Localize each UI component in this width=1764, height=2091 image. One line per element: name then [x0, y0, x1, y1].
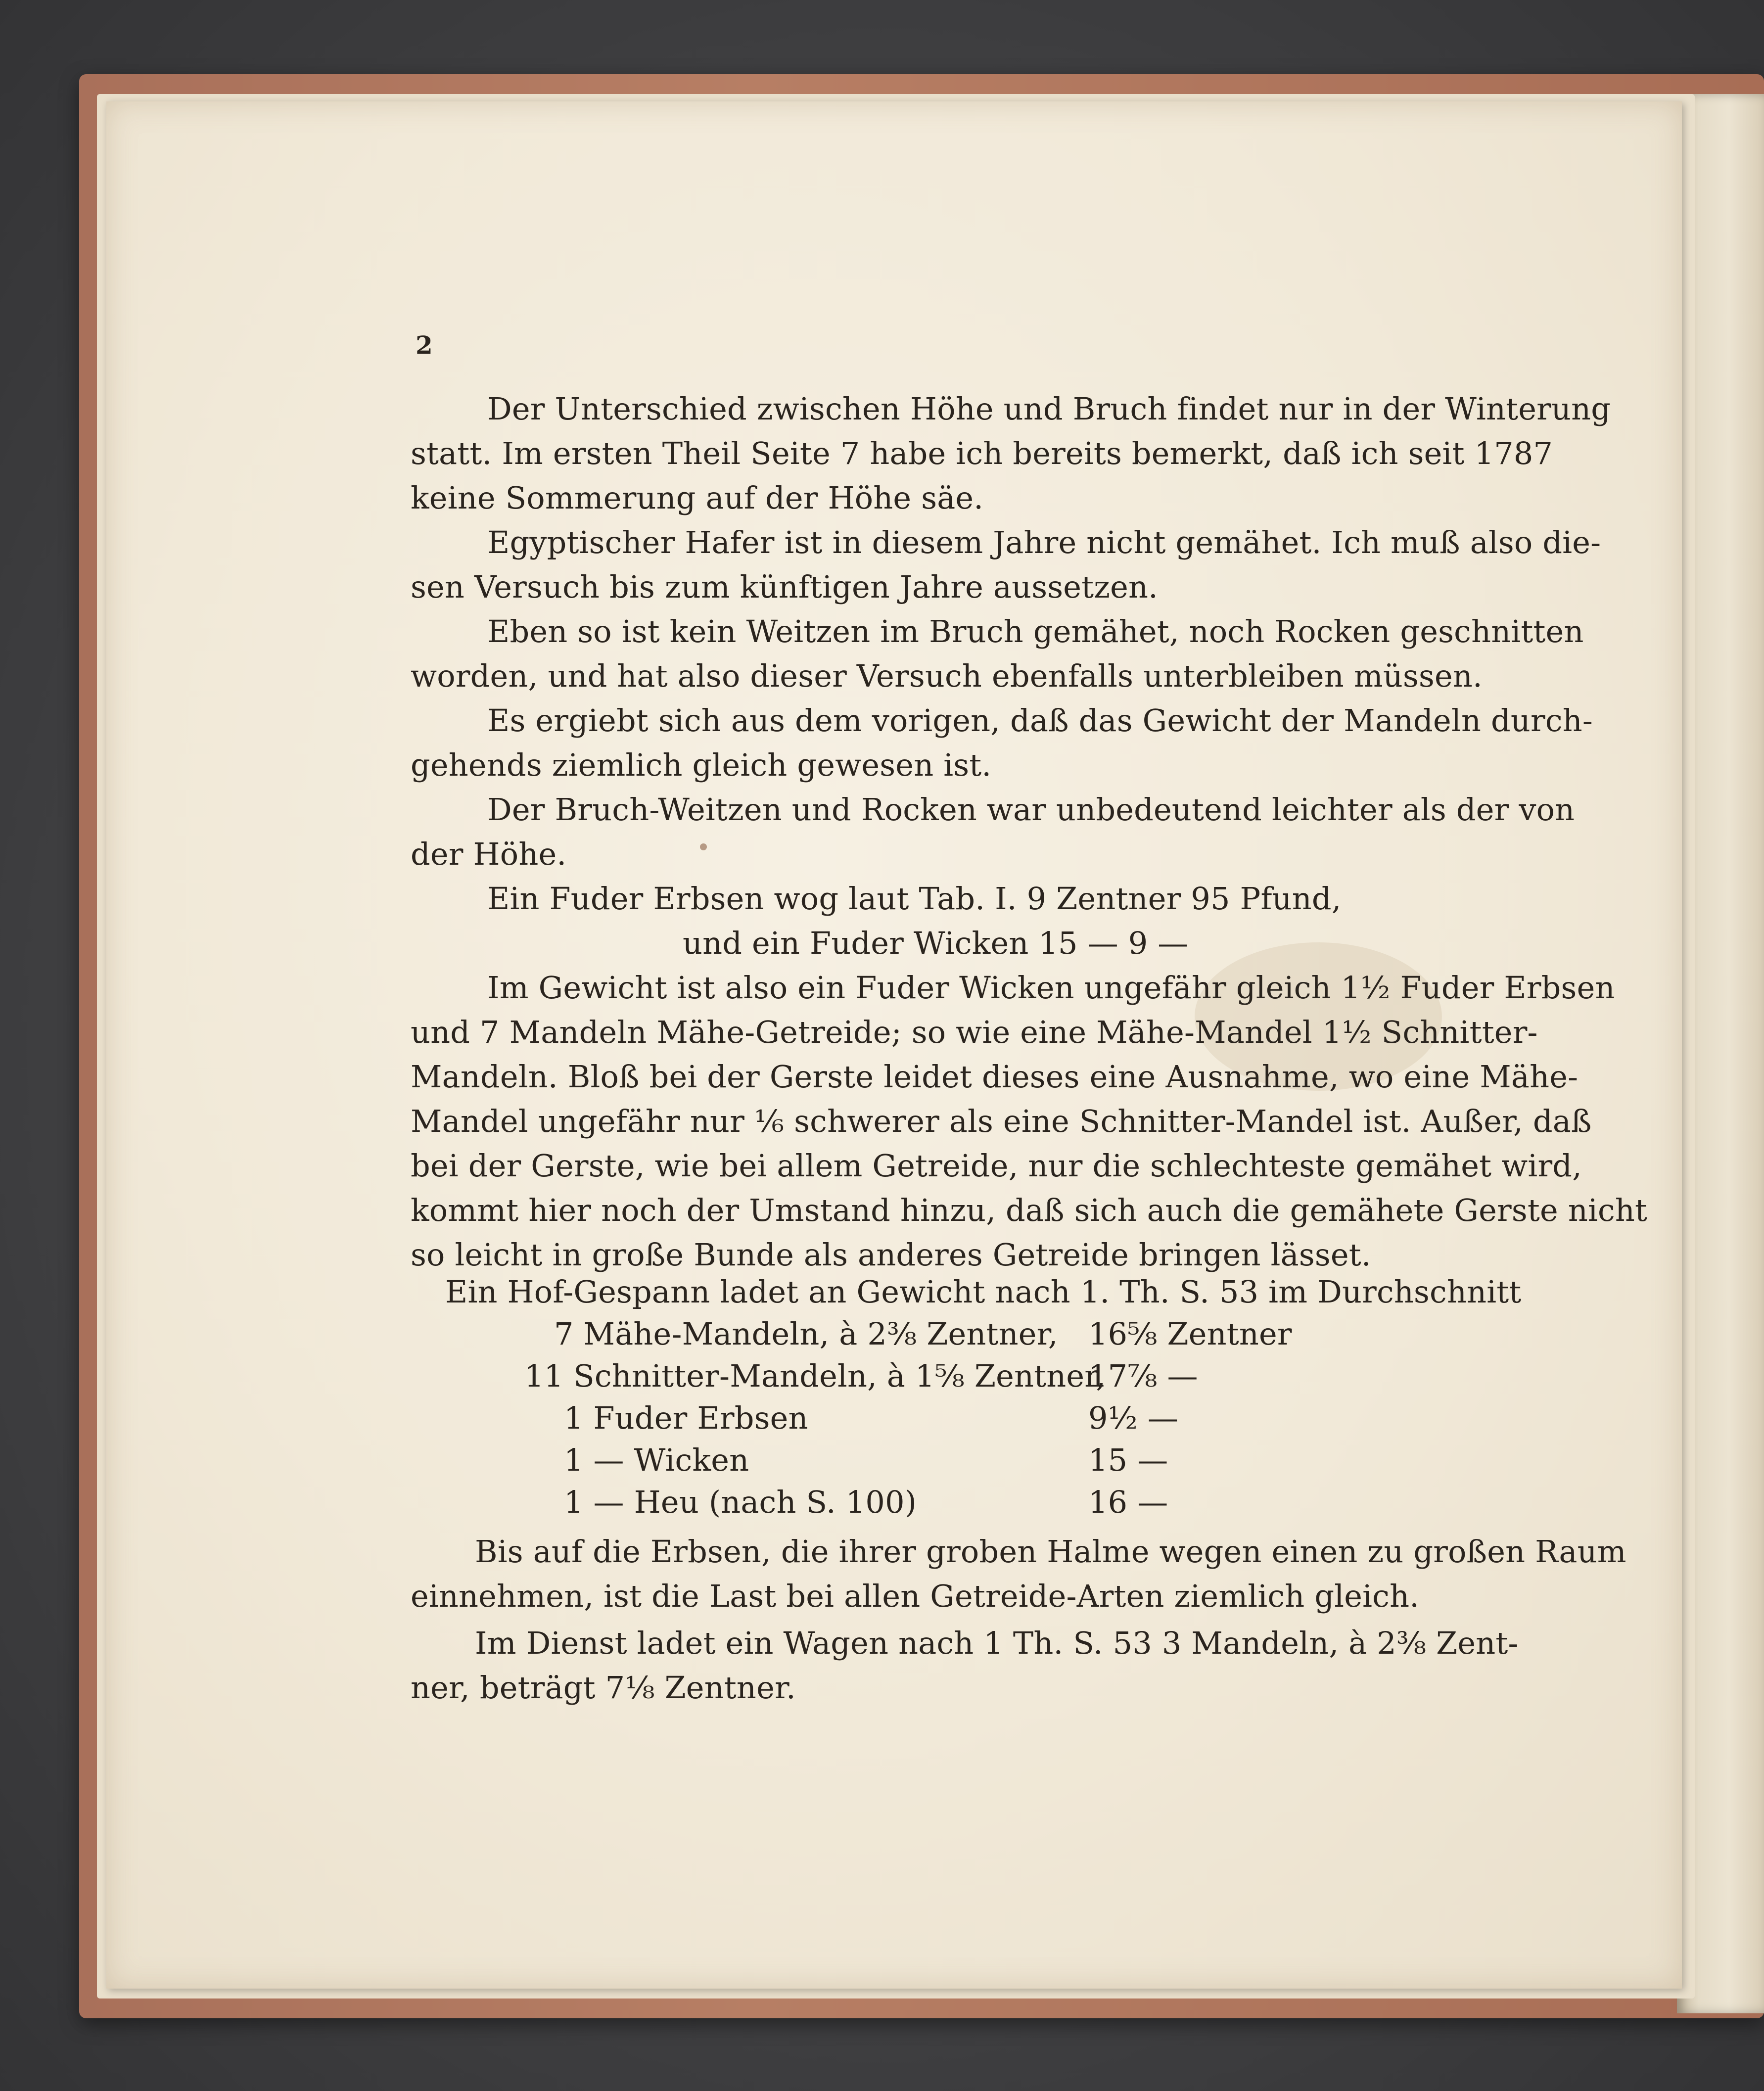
- text-line-4: Egyptischer Hafer ist in diesem Jahre nicht gemähet. Ich muß also die-: [487, 524, 1601, 560]
- text-line-16: Mandeln. Bloß bei der Gerste leidet dieses eine Ausnahme, wo eine Mähe-: [411, 1059, 1578, 1095]
- text-line-5: sen Versuch bis zum künftigen Jahre aussetzen.: [411, 569, 1159, 605]
- text-line-11: der Höhe.: [411, 836, 567, 872]
- text-line-24: Im Dienst ladet ein Wagen nach 1 Th. S. 53 3 Mandeln, à 2⅜ Zent-: [475, 1625, 1519, 1661]
- text-line-19: kommt hier noch der Umstand hinzu, daß sich auch die gemähete Gerste nicht: [411, 1192, 1648, 1228]
- table-row-value: 17⅞ —: [1088, 1358, 1198, 1394]
- table-row-label: 1 — Heu (nach S. 100): [564, 1484, 917, 1520]
- text-line-23: einnehmen, ist die Last bei allen Getreide-Arten ziemlich gleich.: [411, 1578, 1420, 1614]
- page-number: 2: [416, 330, 433, 360]
- text-line-12: Ein Fuder Erbsen wog laut Tab. I. 9 Zentner 95 Pfund,: [487, 881, 1342, 917]
- table-row-value: 9½ —: [1088, 1400, 1179, 1436]
- text-line-25: ner, beträgt 7⅛ Zentner.: [411, 1670, 796, 1706]
- table-row-value: 15 —: [1088, 1442, 1168, 1478]
- text-line-1: Der Unterschied zwischen Höhe und Bruch findet nur in der Winterung: [487, 391, 1611, 427]
- text-line-20: so leicht in große Bunde als anderes Getreide bringen lässet.: [411, 1237, 1371, 1273]
- text-line-7: worden, und hat also dieser Versuch ebenfalls unterbleiben müssen.: [411, 658, 1483, 694]
- table-row-value: 16 —: [1088, 1484, 1168, 1520]
- table-row-label: 7 Mähe-Mandeln, à 2⅜ Zentner,: [554, 1316, 1058, 1352]
- text-line-2: statt. Im ersten Theil Seite 7 habe ich bereits bemerkt, daß ich seit 1787: [411, 435, 1553, 471]
- text-line-17: Mandel ungefähr nur ⅙ schwerer als eine Schnitter-Mandel ist. Außer, daß: [411, 1103, 1592, 1139]
- text-line-8: Es ergiebt sich aus dem vorigen, daß das Gewicht der Mandeln durch-: [487, 702, 1593, 739]
- text-line-3: keine Sommerung auf der Höhe säe.: [411, 480, 984, 516]
- text-line-9: gehends ziemlich gleich gewesen ist.: [411, 747, 992, 783]
- ink-spot: [700, 843, 707, 850]
- table-row-label: 1 Fuder Erbsen: [564, 1400, 808, 1436]
- table-row-label: 11 Schnitter-Mandeln, à 1⅝ Zentner,: [524, 1358, 1106, 1394]
- text-line-13: und ein Fuder Wicken 15 — 9 —: [683, 925, 1189, 961]
- text-line-18: bei der Gerste, wie bei allem Getreide, nur die schlechteste gemähet wird,: [411, 1148, 1582, 1184]
- table-row-label: 1 — Wicken: [564, 1442, 749, 1478]
- text-line-14: Im Gewicht ist also ein Fuder Wicken ungefähr gleich 1½ Fuder Erbsen: [487, 970, 1615, 1006]
- table-row-value: 16⅝ Zentner: [1088, 1316, 1292, 1352]
- text-line-21: Ein Hof-Gespann ladet an Gewicht nach 1. Th. S. 53 im Durchschnitt: [445, 1274, 1522, 1310]
- text-line-10: Der Bruch-Weitzen und Rocken war unbedeutend leichter als der von: [487, 791, 1575, 828]
- text-line-6: Eben so ist kein Weitzen im Bruch gemähet, noch Rocken geschnitten: [487, 613, 1584, 650]
- text-line-22: Bis auf die Erbsen, die ihrer groben Halme wegen einen zu großen Raum: [475, 1533, 1626, 1570]
- text-line-15: und 7 Mandeln Mähe-Getreide; so wie eine Mähe-Mandel 1½ Schnitter-: [411, 1014, 1538, 1050]
